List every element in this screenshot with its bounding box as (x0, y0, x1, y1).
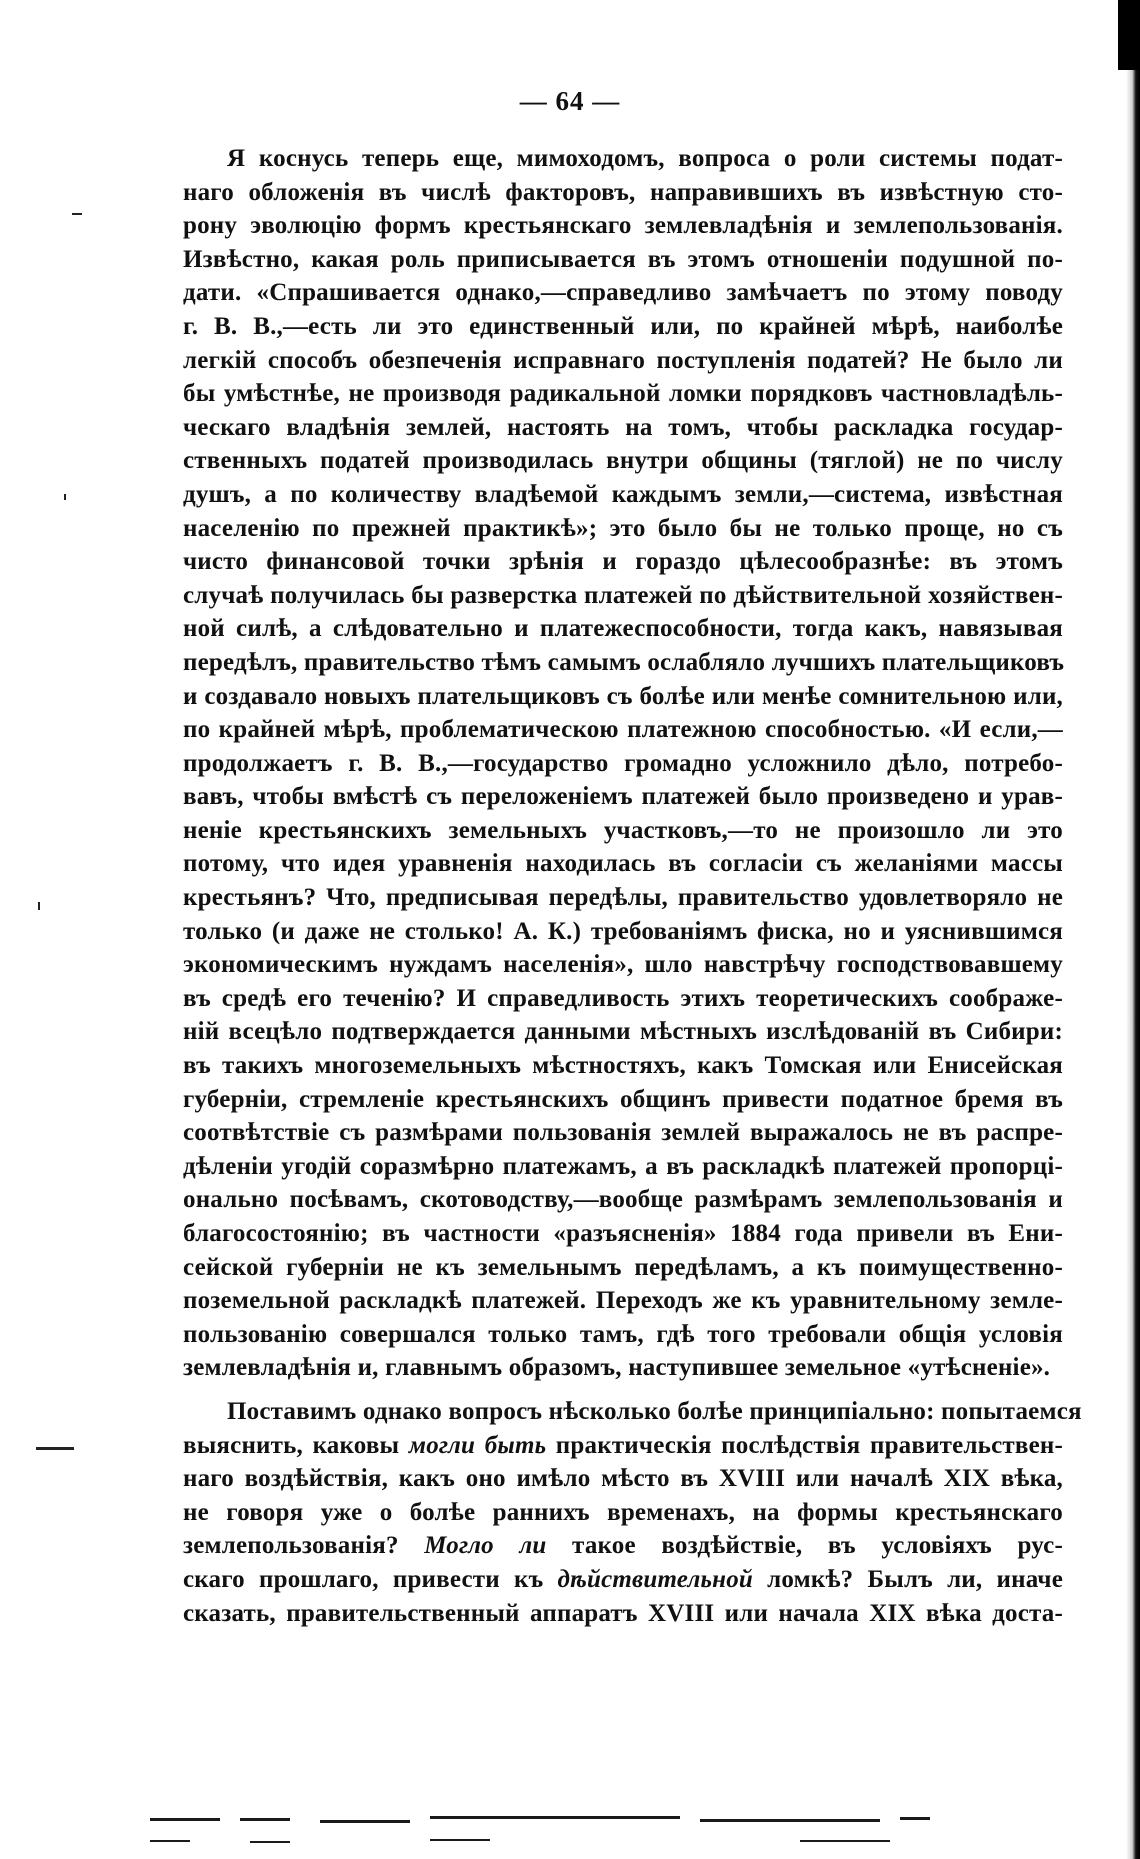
text-line: онально посѣвамъ, скотоводству,—вообще размѣрамъ землепользованія и (183, 1186, 1063, 1214)
text-line: Извѣстно, какая роль приписывается въ этомъ отношеніи подушной по- (183, 245, 1063, 273)
scan-speck (64, 494, 66, 500)
paragraph-1 (183, 142, 1063, 1385)
text-line: губерніи, стремленіе крестьянскихъ общинъ привести податное бремя въ (183, 1085, 1063, 1113)
text-line: соотвѣтствіе съ размѣрами пользованія землей выражалось не въ распре- (183, 1119, 1063, 1147)
text-line: Поставимъ однако вопросъ нѣсколько болѣе принципіально: попытаемся (227, 1397, 1082, 1425)
scan-bottom-rule (150, 1840, 190, 1842)
text-line: передѣлъ, правительство тѣмъ самымъ ослабляло лучшихъ плательщиковъ (183, 648, 1065, 676)
text-line: Я коснусь теперь еще, мимоходомъ, вопроса о роли системы подат- (227, 145, 1063, 172)
text-line: ній всецѣло подтверждается данными мѣстныхъ изслѣдованій въ Сибири: (183, 1018, 1063, 1046)
page-number: — 64 — (519, 86, 621, 116)
text-line: потому, что идея уравненія находилась въ согласіи съ желаніями массы (183, 850, 1063, 878)
text-line: и создавало новыхъ плательщиковъ съ болѣе или менѣе сомнительною или, (183, 682, 1063, 710)
scan-bottom-rule (430, 1839, 490, 1841)
text-line: душъ, а по количеству владѣемой каждымъ земли,—система, извѣстная (183, 480, 1063, 508)
text-line: бы умѣстнѣе, не производя радикальной ломки порядковъ частновладѣль- (183, 380, 1063, 408)
text-line: въ такихъ многоземельныхъ мѣстностяхъ, какъ Томская или Енисейская (183, 1052, 1063, 1080)
text-line: случаѣ получилась бы разверстка платежей по дѣйствительной хозяйствен- (183, 581, 1063, 609)
scan-bottom-rule (240, 1818, 290, 1821)
text-line: сказать, правительственный аппаратъ XVIII или начала XIX вѣка доста- (183, 1599, 1063, 1627)
scan-bottom-rule (150, 1818, 220, 1821)
text-line: рону эволюцію формъ крестьянскаго землевладѣнія и землепользованія. (183, 212, 1063, 240)
text-line: ственныхъ податей производилась внутри общины (тяглой) не по числу (183, 447, 1063, 475)
paragraph-2 (183, 1395, 1082, 1630)
text-line: не говоря уже о болѣе раннихъ временахъ, на формы крестьянскаго (183, 1498, 1063, 1526)
text-line: только (и даже не столько! А. К.) требованіямъ фиска, но и уяснившимся (183, 917, 1063, 945)
text-line: ной силѣ, а слѣдовательно и платежеспособности, тогда какъ, навязывая (183, 615, 1063, 643)
scan-bottom-rule (250, 1841, 290, 1843)
text-line: наго воздѣйствія, какъ оно имѣло мѣсто въ XVIII или началѣ XIX вѣка, (183, 1465, 1063, 1493)
scan-speck (72, 213, 82, 215)
text-line: экономическимъ нуждамъ населенія», шло навстрѣчу господствовавшему (183, 951, 1063, 979)
text-line: благосостоянію; въ частности «разъясненія» 1884 года привели въ Ени- (183, 1220, 1063, 1247)
scan-bottom-rule (800, 1840, 890, 1842)
text-line: чисто финансовой точки зрѣнія и гораздо цѣлесообразнѣе: въ этомъ (183, 548, 1063, 576)
body-text (183, 142, 1082, 1630)
scan-speck (36, 1447, 74, 1450)
scan-speck (38, 902, 40, 910)
text-line: пользованію совершался только тамъ, гдѣ того требовали общія условія (183, 1320, 1063, 1348)
scan-edge-shadow (1126, 0, 1140, 1859)
text-line: дати. «Спрашивается однако,—справедливо замѣчаетъ по этому поводу (183, 279, 1063, 307)
scan-bottom-rule (320, 1820, 410, 1823)
text-line: наго обложенія въ числѣ факторовъ, направившихъ въ извѣстную сто- (183, 178, 1063, 206)
text-line: населенію по прежней практикѣ»; это было бы не только проще, но съ (183, 514, 1063, 542)
text-line: поземельной раскладкѣ платежей. Переходъ же къ уравнительному земле- (183, 1287, 1063, 1315)
scan-bottom-rule (430, 1816, 680, 1819)
text-line: г. В. В.,—есть ли это единственный или, по крайней мѣрѣ, наиболѣе (183, 312, 1063, 340)
text-line: неніе крестьянскихъ земельныхъ участковъ,—то не произошло ли это (183, 816, 1063, 844)
scan-edge-mark (1118, 0, 1140, 70)
text-line: выяснить, каковы могли быть практическія послѣдствія правительствен- (183, 1431, 1063, 1459)
text-line: продолжаетъ г. В. В.,—государство громадно усложнило дѣло, потребо- (183, 749, 1063, 777)
scan-bottom-rule (900, 1817, 930, 1820)
text-line: вавъ, чтобы вмѣстѣ съ переложеніемъ платежей было произведено и урав- (183, 783, 1063, 811)
text-line: дѣленіи угодій соразмѣрно платежамъ, а въ раскладкѣ платежей пропорці- (183, 1152, 1063, 1180)
scan-bottom-rule (700, 1819, 880, 1822)
text-line: скаго прошлаго, привести къ дѣйствительной ломкѣ? Былъ ли, иначе (183, 1565, 1063, 1593)
text-line: землевладѣнія и, главнымъ образомъ, наступившее земельное «утѣсненіе». (183, 1354, 1051, 1382)
text-line: сейской губерніи не къ земельнымъ передѣламъ, а къ поимущественно- (183, 1253, 1063, 1281)
text-line: землепользованія? Могло ли такое воздѣйствіе, въ условіяхъ рус- (183, 1532, 1064, 1560)
text-line: легкій способъ обезпеченія исправнаго поступленія податей? Не было ли (183, 346, 1063, 374)
text-line: ческаго владѣнія землей, настоять на томъ, чтобы раскладка государ- (183, 413, 1063, 441)
text-line: по крайней мѣрѣ, проблематическою платежною способностью. «И если,— (183, 716, 1063, 744)
text-line: крестьянъ? Что, предписывая передѣлы, правительство удовлетворяло не (183, 884, 1063, 912)
text-line: въ средѣ его теченію? И справедливость этихъ теоретическихъ соображе- (183, 984, 1063, 1012)
